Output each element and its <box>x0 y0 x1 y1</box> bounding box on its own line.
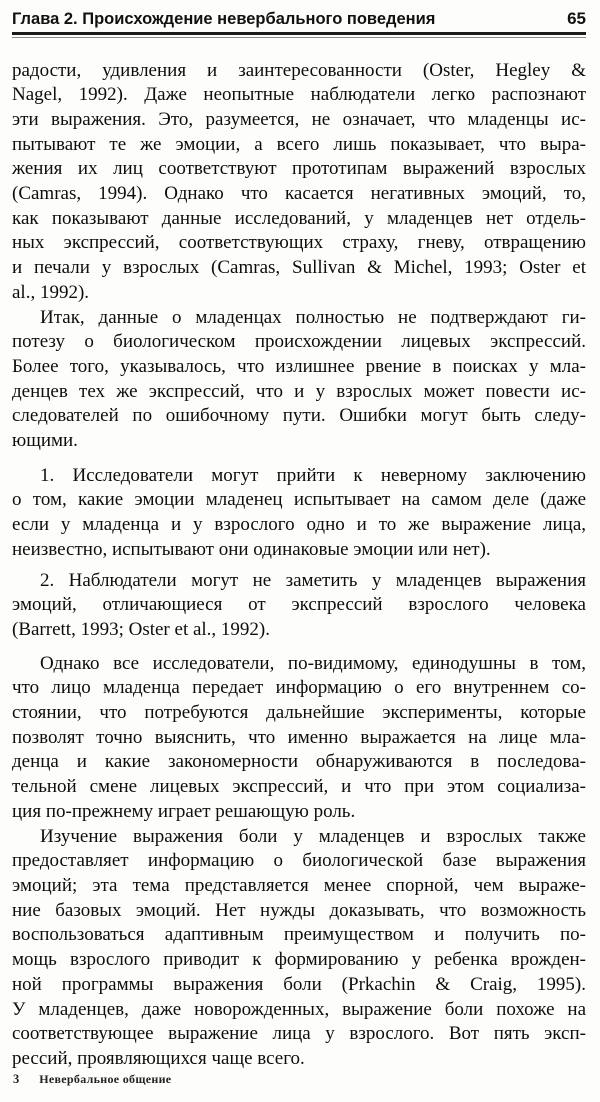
header-rule-secondary <box>12 37 586 38</box>
paragraph <box>12 59 586 306</box>
paragraph <box>12 652 586 825</box>
text-line: тельной смене лицевых экспрессий, и что при этом социализа- <box>12 776 586 798</box>
text-line: эмоций; эта тема представляется менее спорной, чем выраже- <box>12 875 586 896</box>
text-line: соответствующее выражение лица у взрослого. Вот пять эксп- <box>12 1023 586 1045</box>
text-line: о том, какие эмоции младенец испытывает на самом деле (даже <box>12 489 586 511</box>
paragraph <box>12 569 586 643</box>
text-line: Более того, указывалось, что излишнее рвение в поисках у мла- <box>12 355 586 377</box>
running-head <box>12 8 586 30</box>
page-body <box>12 59 586 1072</box>
text-line: рессий, проявляющихся чаще всего. <box>12 1047 305 1069</box>
text-line: эмоций, отличающиеся от экспрессий взрослого человека <box>12 594 586 616</box>
text-line: предоставляет информацию о биологической базе выражения <box>12 850 586 872</box>
text-line: эти выражения. Это, разумеется, не означает, что младенцы ис- <box>12 108 586 130</box>
text-line: ных экспрессий, соответствующих страху, гневу, отвращению <box>12 232 586 254</box>
text-line: ние базовых эмоций. Нет нужды доказывать, что возможность <box>12 899 586 921</box>
text-line: ция по-прежнему играет решающую роль. <box>12 800 356 822</box>
text-line: Итак, данные о младенцах полностью не подтверждают ги- <box>40 306 586 328</box>
text-line: радости, удивления и заинтересованности (Oster, Hegley & <box>12 59 586 81</box>
text-line: что лицо младенца передает информацию о его внутреннем со- <box>12 677 586 699</box>
text-line: 2. Наблюдатели могут не заметить у младенцев выражения <box>40 569 586 591</box>
text-line: ющими. <box>12 430 78 452</box>
text-line: мощь взрослого приводит к формированию у ребенка врожден- <box>12 949 586 971</box>
header-rule <box>12 32 586 35</box>
text-line: потезу о биологическом происхождении лицевых экспрессий. <box>12 331 586 353</box>
page-number: 65 <box>567 9 586 28</box>
text-line: (Camras, 1994). Однако что касается негативных эмоций, то, <box>12 183 586 205</box>
signature-label: Невербальное общение <box>39 1072 172 1086</box>
text-line: Однако все исследователи, по-видимому, единодушны в том, <box>40 652 586 674</box>
text-line: Nagel, 1992). Даже неопытные наблюдатели легко распознают <box>12 84 586 106</box>
text-line: как показывают данные исследований, у младенцев нет отдель- <box>12 207 586 229</box>
printers-signature <box>13 1072 171 1087</box>
text-line: если у младенца и у взрослого одно и то же выражение лица, <box>12 514 586 536</box>
text-line: и печали у взрослых (Camras, Sullivan & Michel, 1993; Oster et <box>12 257 586 279</box>
text-line: (Barrett, 1993; Oster et al., 1992). <box>12 618 271 640</box>
text-line: следователей по ошибочному пути. Ошибки могут быть следу- <box>12 405 586 427</box>
text-line: Изучение выражения боли у младенцев и взрослых также <box>40 825 586 847</box>
paragraph <box>12 825 586 1072</box>
text-line: У младенцев, даже новорожденных, выражение боли похоже на <box>12 998 586 1020</box>
text-line: al., 1992). <box>12 281 90 303</box>
text-line: стоянии, что потребуются дальнейшие эксперименты, которые <box>12 702 586 724</box>
signature-number: 3 <box>13 1072 20 1086</box>
paragraph <box>12 464 586 563</box>
text-line: ной программы выражения боли (Prkachin & Craig, 1995). <box>12 973 586 995</box>
text-line: пытывают те же эмоции, а всего лишь показывает, что выра- <box>12 133 586 155</box>
text-line: денцев тех же экспрессий, что и у взрослых может повести ис- <box>12 380 586 402</box>
text-line: позволят точно выяснить, что именно выражается на лице мла- <box>12 726 586 748</box>
text-line: жения их лиц соответствуют прототипам выражений взрослых <box>12 158 586 180</box>
text-line: неизвестно, испытывают они одинаковые эмоции или нет). <box>12 538 491 560</box>
paragraph <box>12 306 586 454</box>
chapter-title: Глава 2. Происхождение невербального поведения <box>12 10 436 28</box>
text-line: воспользоваться адаптивным преимуществом и получить по- <box>12 924 586 946</box>
text-line: 1. Исследователи могут прийти к неверному заключению <box>40 464 586 486</box>
text-line: денца и какие закономерности обнаруживаются в последова- <box>12 751 586 773</box>
